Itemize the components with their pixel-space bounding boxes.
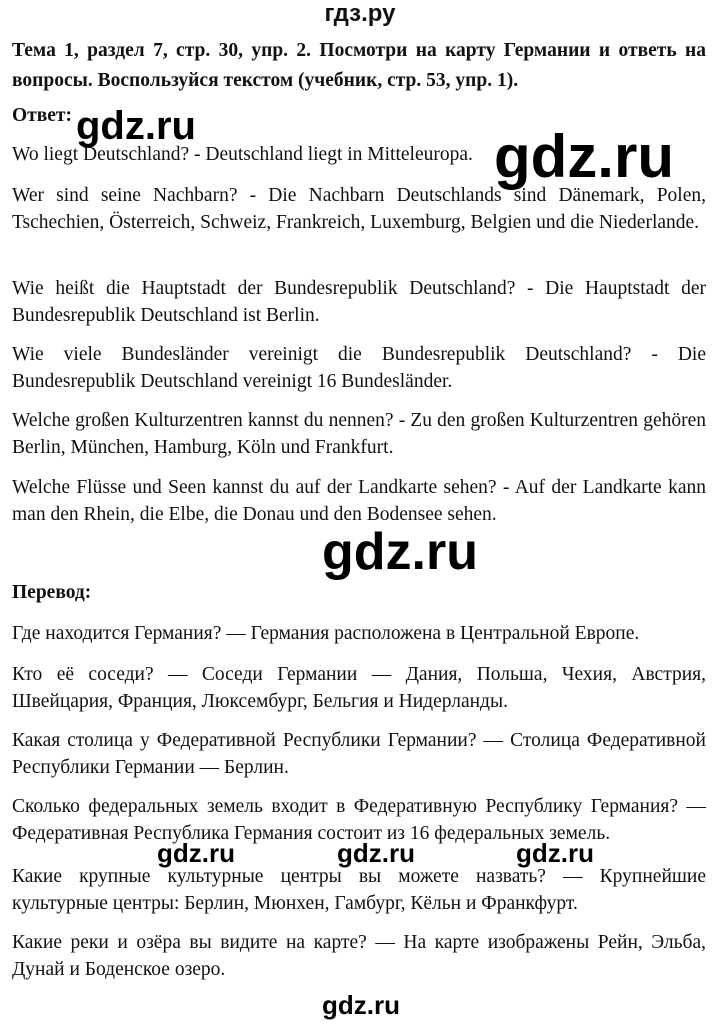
translation-paragraph: Какие реки и озёра вы видите на карте? — На карте изображены Рейн, Эльба, Дунай и Боденское озеро. xyxy=(12,932,706,980)
site-header: гдз.ру xyxy=(324,0,396,27)
answer-paragraph: Wie viele Bundesländer vereinigt die Bundesrepublik Deutschland? - Die Bundesrepublik Deutschland vereinigt 16 Bundesländer. xyxy=(12,344,706,392)
answer-paragraph: Welche Flüsse und Seen kannst du auf der Landkarte sehen? - Auf der Landkarte kann man den Rhein, die Elbe, die Donau und den Bodensee sehen. xyxy=(12,477,706,525)
translation-paragraph: Где находится Германия? — Германия расположена в Центральной Европе. xyxy=(12,623,640,644)
answer-paragraph: Wie heißt die Hauptstadt der Bundesrepublik Deutschland? - Die Hauptstadt der Bundesrepublik Deutschland ist Berlin. xyxy=(12,278,706,326)
watermark: gdz.ru xyxy=(322,523,478,581)
watermark: gdz.ru xyxy=(157,838,235,868)
answer-paragraph: Wo liegt Deutschland? - Deutschland liegt in Mitteleuropa. xyxy=(12,144,473,165)
translation-paragraph: Сколько федеральных земель входит в Федеративную Республику Германия? — Федеративная Республика Германия состоит из 16 федеральных земель. xyxy=(12,796,706,844)
translation-paragraph: Кто её соседи? — Соседи Германии — Дания, Польша, Чехия, Австрия, Швейцария, Франция, Люксембург, Бельгия и Нидерланды. xyxy=(12,664,706,712)
watermark: gdz.ru xyxy=(337,838,415,868)
translation-label: Перевод: xyxy=(12,582,92,603)
watermark: gdz.ru xyxy=(494,123,674,190)
answer-paragraph: Welche großen Kulturzentren kannst du nennen? - Zu den großen Kulturzentren gehören Berlin, München, Hamburg, Köln und Frankfurt. xyxy=(12,410,706,458)
translation-paragraph: Какие крупные культурные центры вы можете назвать? — Крупнейшие культурные центры: Берлин, Мюнхен, Гамбург, Кёльн и Франкфурт. xyxy=(12,866,706,914)
answer-label: Ответ: xyxy=(12,105,73,126)
watermark: gdz.ru xyxy=(76,104,196,148)
watermark: gdz.ru xyxy=(322,990,400,1020)
answer-paragraph: Wer sind seine Nachbarn? - Die Nachbarn Deutschlands sind Dänemark, Polen, Tschechien, Österreich, Schweiz, Frankreich, Luxemburg, Belgien und die Niederlande. xyxy=(12,185,706,233)
translation-paragraph: Какая столица у Федеративной Республики Германии? — Столица Федеративной Республики Германии — Берлин. xyxy=(12,730,706,778)
exercise-title: Тема 1, раздел 7, стр. 30, упр. 2. Посмотри на карту Германии и ответь на вопросы. Воспользуйся текстом (учебник, стр. 53, упр. 1). xyxy=(12,40,706,91)
watermark: gdz.ru xyxy=(516,838,594,868)
